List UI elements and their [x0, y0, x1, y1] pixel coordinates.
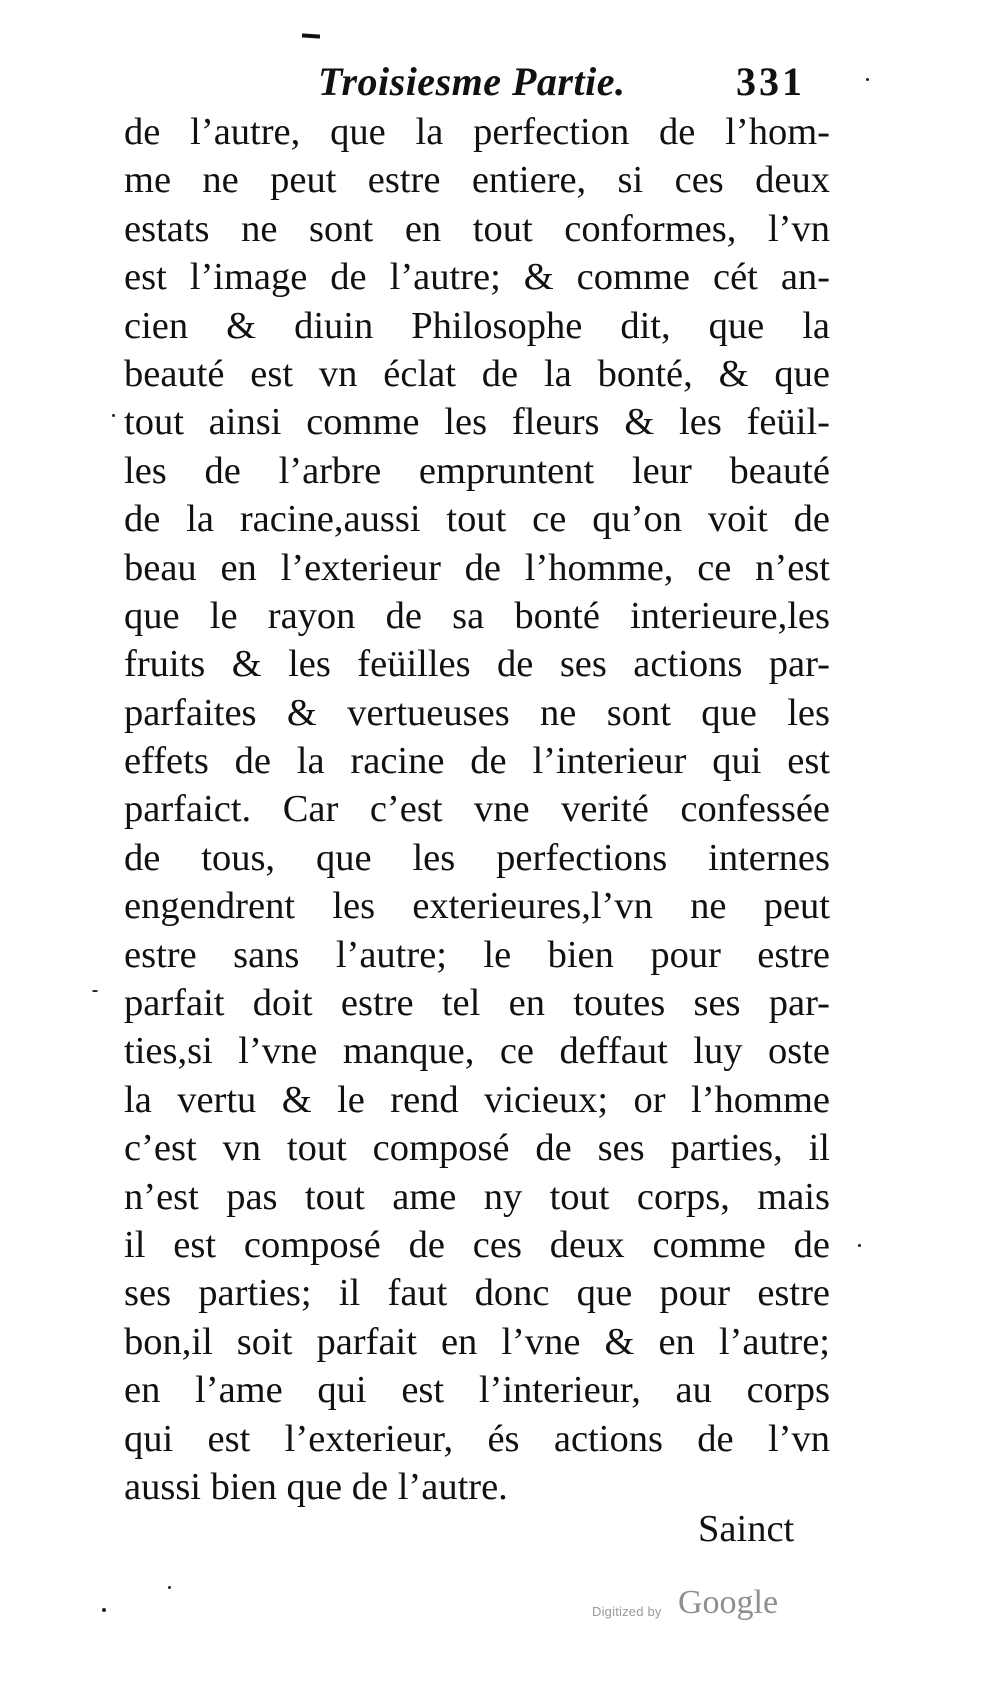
digitization-watermark [592, 1584, 822, 1628]
text-line: la vertu & le rend vicieux; or l’homme [124, 1078, 830, 1121]
running-title: Troisiesme Partie. [318, 59, 626, 104]
text-line: en l’ame qui est l’interieur, au corps [124, 1369, 830, 1412]
text-line: effets de la racine de l’interieur qui est [124, 740, 830, 783]
text-line: qui est l’exterieur, és actions de l’vn [124, 1417, 830, 1460]
text-line: me ne peut estre entiere, si ces deux [124, 159, 830, 202]
text-line: estre sans l’autre; le bien pour estre [124, 933, 830, 976]
text-line: estats ne sont en tout conformes, l’vn [124, 207, 830, 250]
page-number: 331 [736, 59, 805, 104]
text-line: n’est pas tout ame ny tout corps, mais [124, 1175, 830, 1218]
text-line: fruits & les feüilles de ses actions par- [124, 643, 830, 686]
text-line: tout ainsi comme les fleurs & les feüil- [124, 401, 830, 444]
text-line: il est composé de ces deux comme de [124, 1223, 830, 1266]
text-line: les de l’arbre empruntent leur beauté [124, 449, 830, 492]
body-text [124, 108, 830, 1511]
text-line: engendrent les exterieures,l’vn ne peut [124, 885, 830, 928]
catchword: Sainct [698, 1508, 795, 1550]
ink-speck [866, 78, 869, 81]
ink-speck [858, 1244, 861, 1247]
watermark-prefix: Digitized by [592, 1604, 662, 1619]
ink-speck [92, 990, 98, 992]
ink-mark [302, 33, 320, 38]
text-line: bon,il soit parfait en l’vne & en l’autre; [124, 1320, 830, 1363]
text-line: ses parties; il faut donc que pour estre [124, 1272, 830, 1315]
text-line: est l’image de l’autre; & comme cét an- [124, 256, 830, 299]
text-line: de la racine,aussi tout ce qu’on voit de [124, 498, 830, 541]
text-line: parfaict. Car c’est vne verité confessée [124, 788, 830, 831]
text-line: c’est vn tout composé de ses parties, il [124, 1127, 830, 1170]
text-line: parfaites & vertueuses ne sont que les [124, 691, 830, 734]
text-line: beauté est vn éclat de la bonté, & que [124, 352, 830, 395]
text-line: que le rayon de sa bonté interieure,les [124, 594, 830, 637]
text-line: parfait doit estre tel en toutes ses par- [124, 982, 830, 1025]
text-line: beau en l’exterieur de l’homme, ce n’est [124, 546, 830, 589]
text-line: de tous, que les perfections internes [124, 836, 830, 879]
text-line: aussi bien que de l’autre. [124, 1465, 508, 1508]
text-line: ties,si l’vne manque, ce deffaut luy oste [124, 1030, 830, 1073]
ink-speck [168, 1586, 171, 1589]
google-logo: Google [678, 1584, 779, 1621]
text-line: cien & diuin Philosophe dit, que la [124, 304, 830, 347]
ink-speck [102, 1608, 106, 1612]
text-line: de l’autre, que la perfection de l’hom- [124, 111, 830, 153]
ink-speck [112, 414, 115, 417]
